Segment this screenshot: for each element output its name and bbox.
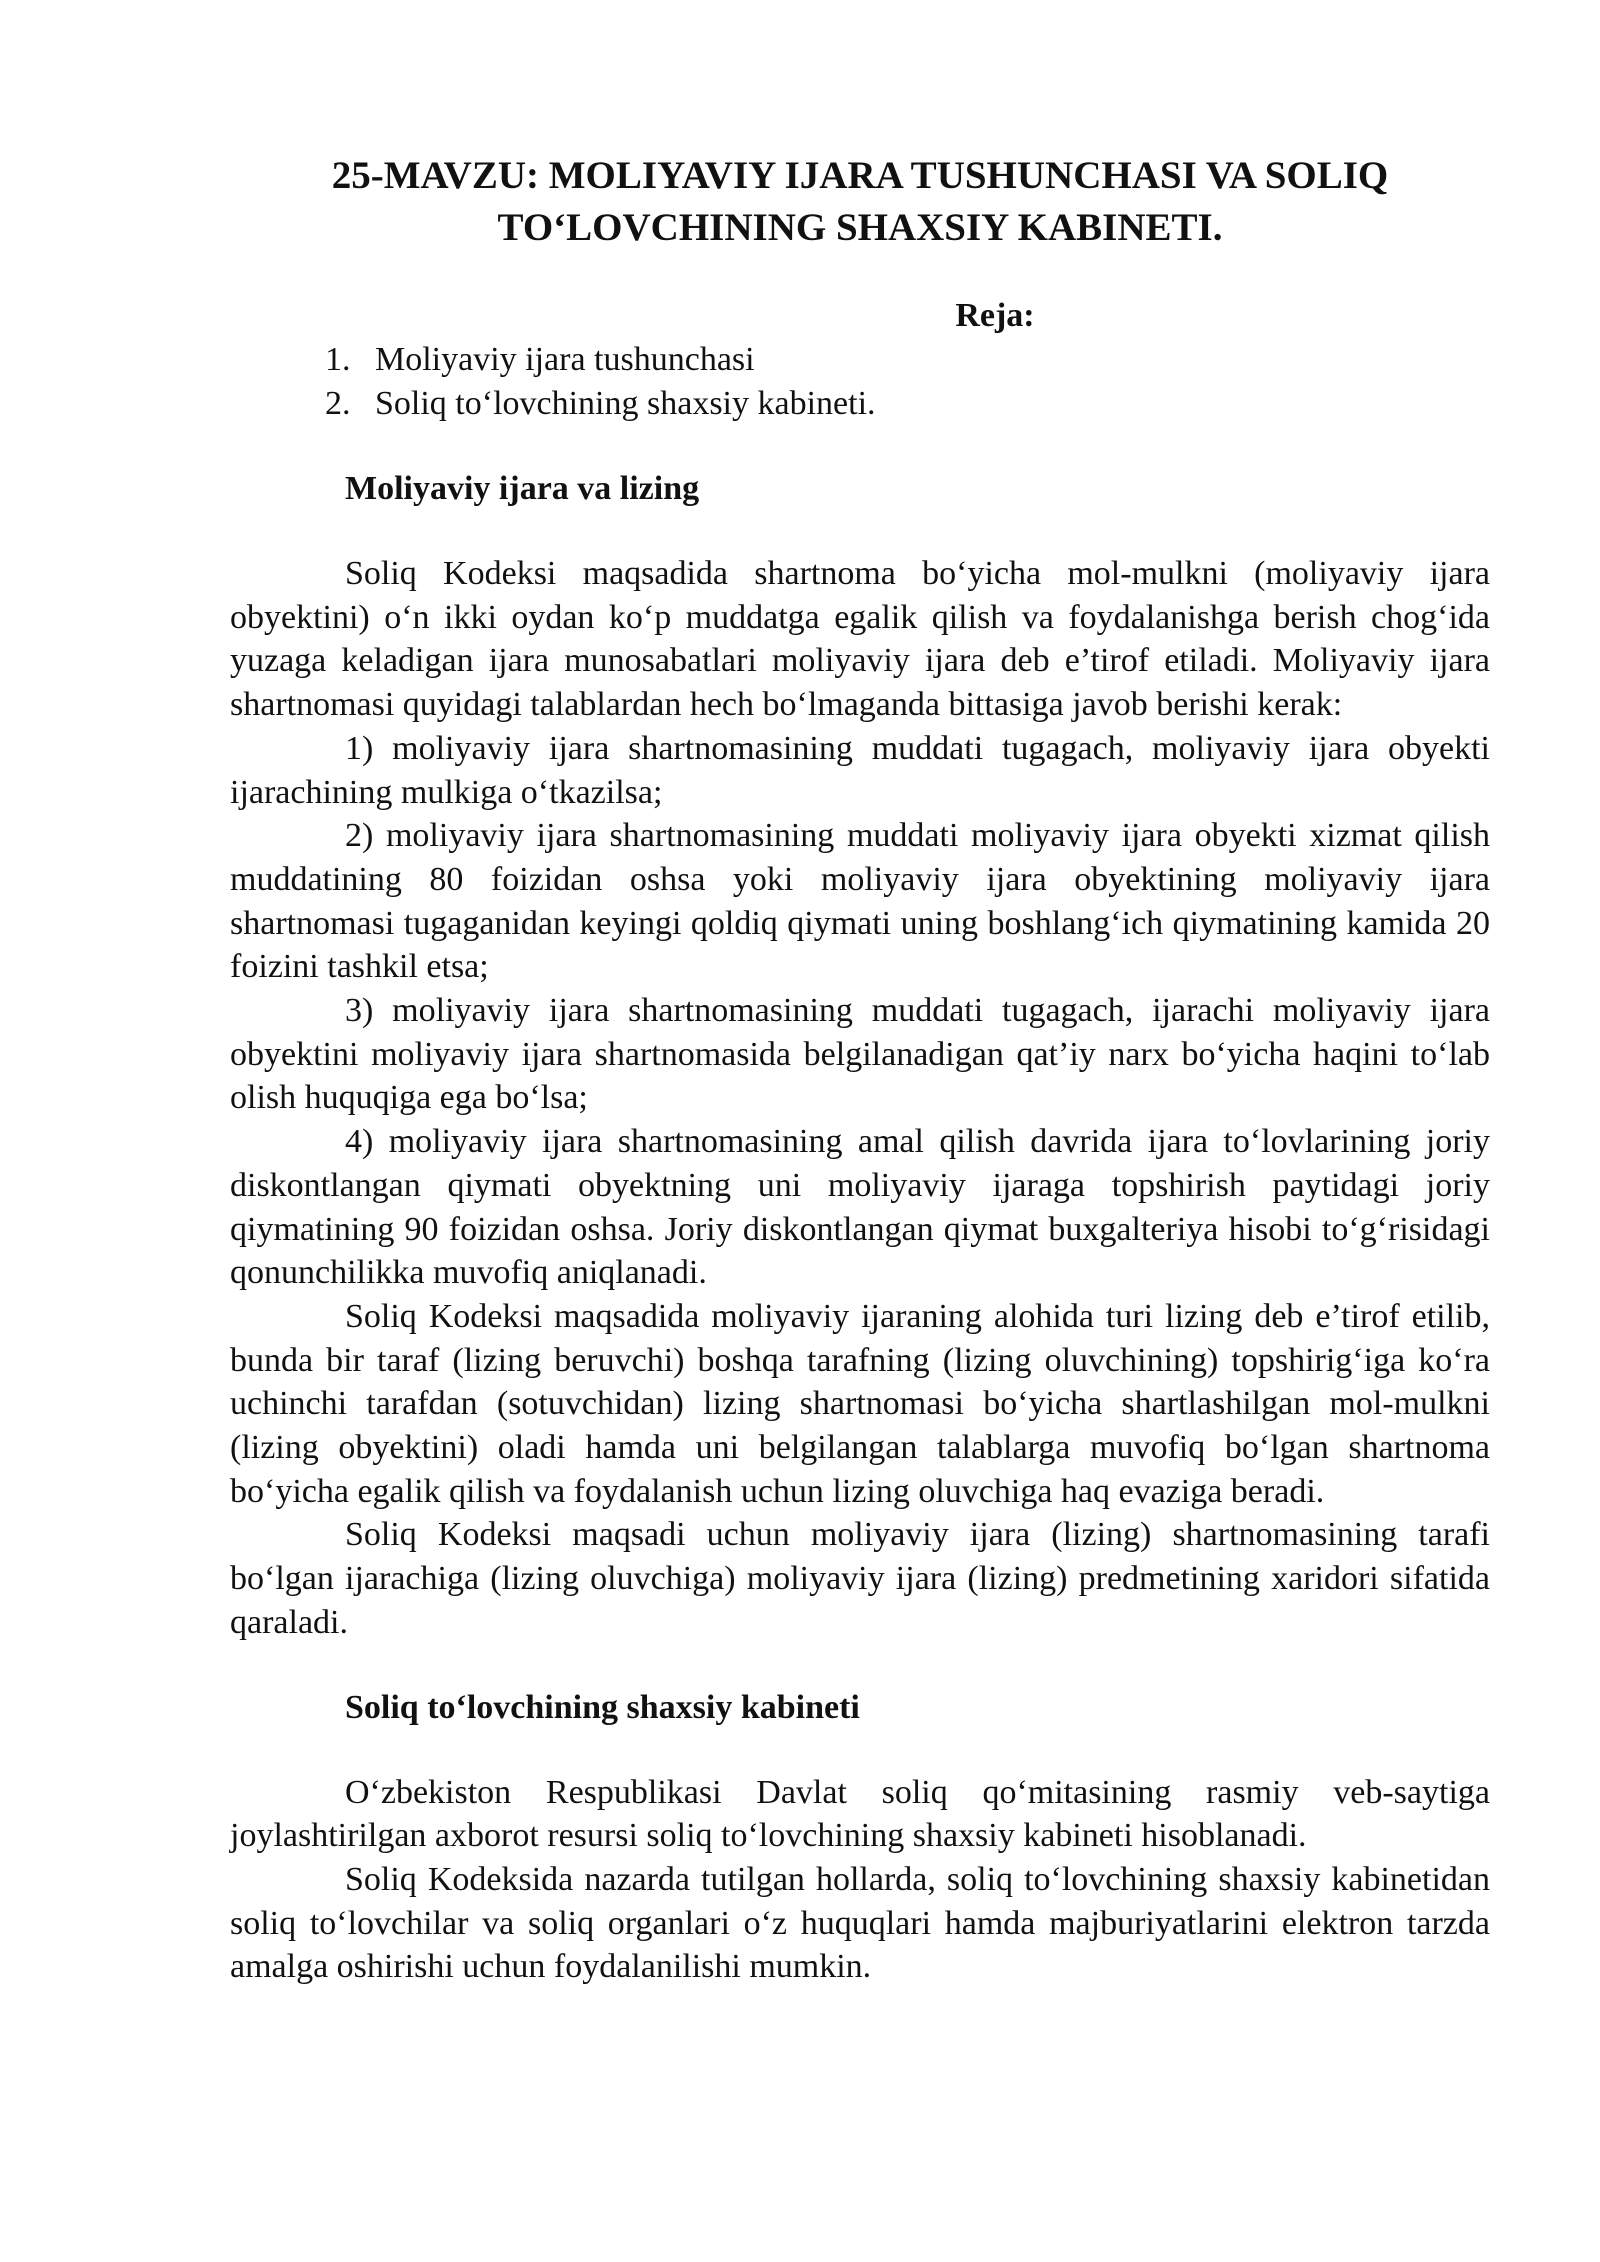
plan-item-number: 2. [325, 385, 351, 422]
plan-heading: Reja: [955, 297, 1035, 334]
section-heading-financial-lease: Moliyaviy ijara va lizing [345, 470, 700, 507]
plan-item [325, 338, 1490, 382]
paragraph: 1) moliyaviy ijara shartnomasining muddati tugagach, moliyaviy ijara obyekti ijarachining mulkiga o‘tkazilsa; [230, 729, 1490, 811]
plan-list [230, 338, 1490, 426]
paragraph: 2) moliyaviy ijara shartnomasining muddati moliyaviy ijara obyekti xizmat qilish muddatining 80 foizidan oshsa yoki moliyaviy ijara obyektining moliyaviy ijara shartnomasi tugaganidan keyingi qoldiq qiymati uning boshlang‘ich qiymatining kamida 20 foizini tashkil etsa; [230, 817, 1490, 986]
title-line-2: TO‘LOVCHINING SHAXSIY KABINETI. [497, 206, 1223, 249]
plan-item-text: Moliyaviy ijara tushunchasi [375, 341, 755, 378]
paragraph: 3) moliyaviy ijara shartnomasining muddati tugagach, ijarachi moliyaviy ijara obyektini moliyaviy ijara shartnomasida belgilanadigan qat’iy narx bo‘yicha haqini to‘lab olish huquqiga ega bo‘lsa; [230, 992, 1490, 1117]
document-page [230, 150, 1490, 1989]
paragraph: O‘zbekiston Respublikasi Davlat soliq qo‘mitasining rasmiy veb-saytiga joylashtirilgan axborot resursi soliq to‘lovchining shaxsiy kabineti hisoblanadi. [230, 1773, 1490, 1855]
paragraph: Soliq Kodeksi maqsadida shartnoma bo‘yicha mol-mulkni (moliyaviy ijara obyektini) o‘n ikki oydan ko‘p muddatga egalik qilish va foydalanishga berish chog‘ida yuzaga keladigan ijara munosabatlari moliyaviy ijara deb e’tirof etiladi. Moliyaviy ijara shartnomasi quyidagi talablardan hech bo‘lmaganda bittasiga javob berishi kerak: [230, 555, 1490, 724]
plan-item-text: Soliq to‘lovchining shaxsiy kabineti. [375, 385, 876, 422]
plan-item [325, 382, 1490, 426]
paragraph: 4) moliyaviy ijara shartnomasining amal qilish davrida ijara to‘lovlarining joriy diskontlangan qiymati obyektning uni moliyaviy ijaraga topshirish paytidagi joriy qiymatining 90 foizidan oshsa. Joriy diskontlangan qiymat buxgalteriya hisobi to‘g‘risidagi qonunchilikka muvofiq aniqlanadi. [230, 1123, 1490, 1292]
paragraph: Soliq Kodeksida nazarda tutilgan hollarda, soliq to‘lovchining shaxsiy kabinetidan soliq to‘lovchilar va soliq organlari o‘z huquqlari hamda majburiyatlarini elektron tarzda amalga oshirishi uchun foydalanilishi mumkin. [230, 1860, 1490, 1986]
paragraph: Soliq Kodeksi maqsadi uchun moliyaviy ijara (lizing) shartnomasining tarafi bo‘lgan ijarachiga (lizing oluvchiga) moliyaviy ijara (lizing) predmetining xaridori sifatida qaraladi. [230, 1516, 1490, 1641]
section-heading-taxpayer-cabinet: Soliq to‘lovchining shaxsiy kabineti [345, 1688, 860, 1726]
title-line-1: 25-MAVZU: MOLIYAVIY IJARA TUSHUNCHASI VA SOLIQ [331, 154, 1389, 197]
document-title [230, 150, 1490, 254]
paragraph: Soliq Kodeksi maqsadida moliyaviy ijaraning alohida turi lizing deb e’tirof etilib, bunda bir taraf (lizing beruvchi) boshqa tarafning (lizing oluvchining) topshirig‘iga ko‘ra uchinchi tarafdan (sotuvchidan) lizing shartnomasi bo‘yicha shartlashilgan mol-mulkni (lizing obyektini) oladi hamda uni belgilangan talablarga muvofiq bo‘lgan shartnoma bo‘yicha egalik qilish va foydalanish uchun lizing oluvchiga haq evaziga beradi. [230, 1297, 1490, 1510]
plan-item-number: 1. [325, 341, 351, 378]
